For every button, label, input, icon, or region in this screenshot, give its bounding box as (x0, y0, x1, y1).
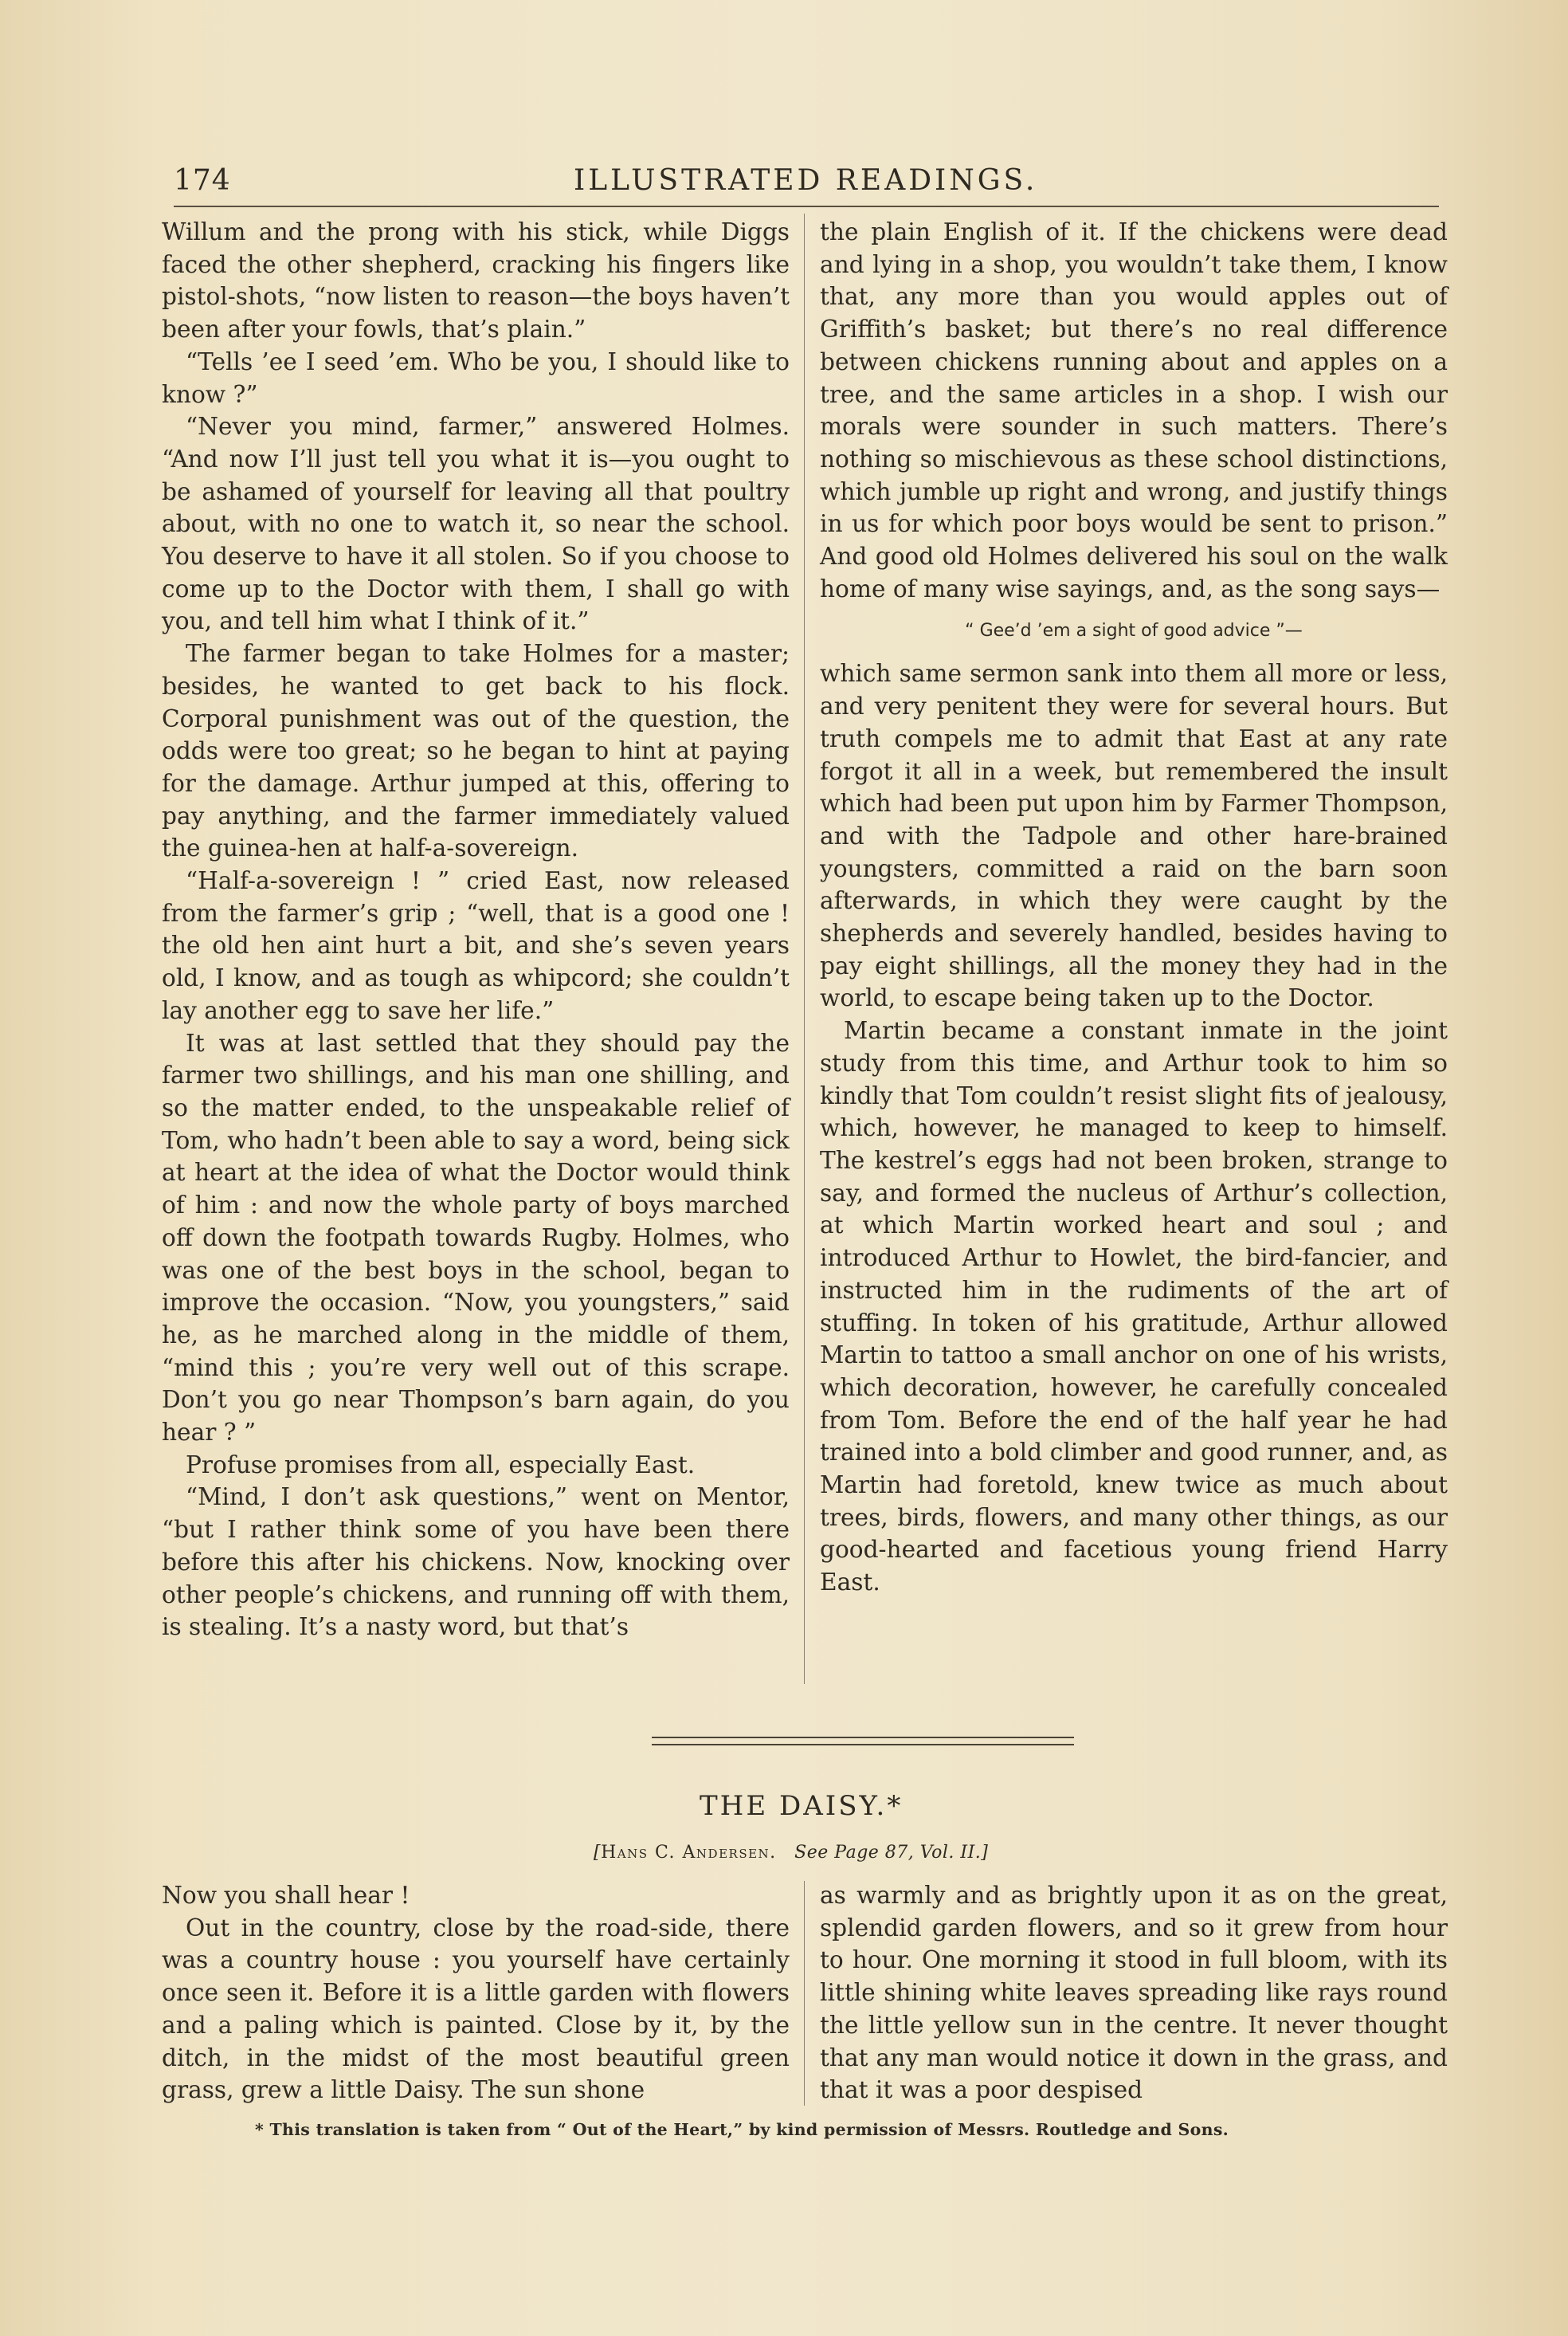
daisy-left-column (162, 1879, 790, 2106)
daisy-reference: See Page 87, Vol. II.] (794, 1843, 989, 1863)
header-rule (174, 206, 1439, 207)
daisy-title: THE DAISY.* (700, 1790, 904, 1822)
left-column (162, 216, 790, 1643)
paragraph: Willum and the prong with his stick, while Diggs faced the other shepherd, cracking his fingers like pistol-shots, “now listen to reason—the boys haven’t been after your fowls, that’s plain.” (162, 218, 790, 344)
right-column-text-after-song (820, 658, 1448, 1598)
paragraph: “Never you mind, farmer,” answered Holmes. “And now I’ll just tell you what it is—you ought to be ashamed of yourself for leaving all that poultry about, with no one to watch it, so near the school. You deserve to have it all stolen. So if you choose to come up to the Doctor with them, I shall go with you, and tell him what I think of it.” (162, 413, 790, 635)
daisy-column-divider (804, 1881, 805, 2106)
paragraph: Out in the country, close by the road-side, there was a country house : you yourself have certainly once seen it. Before it is a little garden with flowers and a paling which is painted. Close by it, by the ditch, in the midst of the most beautiful green grass, grew a little Daisy. The sun shone (162, 1914, 790, 2104)
paragraph: It was at last settled that they should pay the farmer two shillings, and his man one shilling, and so the matter ended, to the unspeakable relief of Tom, who hadn’t been able to say a word, being sick at heart at the idea of what the Doctor would think of him : and now the whole party of boys marched off down the footpath towards Rugby. Holmes, who was one of the best boys in the school, began to improve the occasion. “Now, you youngsters,” said he, as he marched along in the middle of them, “mind this ; you’re very well out of this scrape. Don’t you go near Thompson’s barn again, do you hear ? ” (162, 1029, 790, 1447)
daisy-right-column (820, 1879, 1448, 2106)
song-quote: “ Gee’d ’em a sight of good advice ”— (965, 621, 1303, 642)
right-column-text-before-song (820, 216, 1448, 605)
footnote: * This translation is taken from “ Out of the Heart,” by kind permission of Messrs. Routledge and Sons. (255, 2120, 1229, 2139)
paragraph: which same sermon sank into them all more or less, and very penitent they were for several hours. But truth compels me to admit that East at any rate forgot it all in a week, but remembered the insult which had been put upon him by Farmer Thompson, and with the Tadpole and other hare-brained youngsters, committed a raid on the barn soon afterwards, in which they were caught by the shepherds and severely handled, besides having to pay eight shillings, all the money they had in the world, to escape being taken up to the Doctor. (820, 660, 1448, 1012)
page-number: 174 (174, 164, 231, 197)
section-divider-bottom (652, 1744, 1074, 1745)
daisy-credit-open: [ (594, 1843, 602, 1863)
paragraph: “Half-a-sovereign ! ” cried East, now released from the farmer’s grip ; “well, that is a good one ! the old hen aint hurt a bit, and she’s seven years old, I know, and as tough as whipcord; she couldn’t lay another egg to save her life.” (162, 867, 790, 1024)
daisy-credit (594, 1843, 988, 1863)
column-divider (804, 214, 805, 1684)
paragraph: Martin became a constant inmate in the joint study from this time, and Arthur took to him so kindly that Tom couldn’t resist slight fits of jealousy, which, however, he managed to keep to himself. The kestrel’s eggs had not been broken, strange to say, and formed the nucleus of Arthur’s collection, at which Martin worked heart and soul ; and introduced Arthur to Howlet, the bird-fancier, and instructed him in the rudiments of the art of stuffing. In token of his gratitude, Arthur allowed Martin to tattoo a small anchor on one of his wrists, which decoration, however, he carefully concealed from Tom. Before the end of the half year he had trained into a bold climber and good runner, and, as Martin had foretold, knew twice as much about trees, birds, flowers, and many other things, as our good-hearted and facetious young friend Harry East. (820, 1017, 1448, 1596)
running-title: ILLUSTRATED READINGS. (574, 164, 1038, 197)
paragraph: Profuse promises from all, especially East. (186, 1451, 696, 1478)
paragraph: as warmly and as brightly upon it as on the great, splendid garden flowers, and so it grew from hour to hour. One morning it stood in full bloom, with its little shining white leaves spreading like rays round the little yellow sun in the centre. It never thought that any man would notice it down in the grass, and that it was a poor despised (820, 1882, 1448, 2104)
paragraph: Now you shall hear ! (162, 1882, 410, 1909)
paragraph: The farmer began to take Holmes for a master; besides, he wanted to get back to his flock. Corporal punishment was out of the question, the odds were too great; so he began to hint at paying for the damage. Arthur jumped at this, offering to pay anything, and the farmer immediately valued the guinea-hen at half-a-sovereign. (162, 640, 790, 862)
paragraph: the plain English of it. If the chickens were dead and lying in a shop, you wouldn’t take them, I know that, any more than you would apples out of Griffith’s basket; but there’s no real difference between chickens running about and apples on a tree, and the same articles in a shop. I wish our morals were sounder in such matters. There’s nothing so mischievous as these school distinctions, which jumble up right and wrong, and justify things in us for which poor boys would be sent to prison.” And good old Holmes delivered his soul on the walk home of many wise sayings, and, as the song says— (820, 218, 1448, 603)
paragraph: “Tells ’ee I seed ’em. Who be you, I should like to know ?” (162, 347, 790, 408)
daisy-author: Hans C. Andersen. (601, 1843, 777, 1863)
paragraph: “Mind, I don’t ask questions,” went on Mentor, “but I rather think some of you have been there before this after his chickens. Now, knocking over other people’s chickens, and running off with them, is stealing. It’s a nasty word, but that’s (162, 1483, 790, 1641)
right-column (820, 216, 1448, 1599)
section-divider-top (652, 1737, 1074, 1738)
